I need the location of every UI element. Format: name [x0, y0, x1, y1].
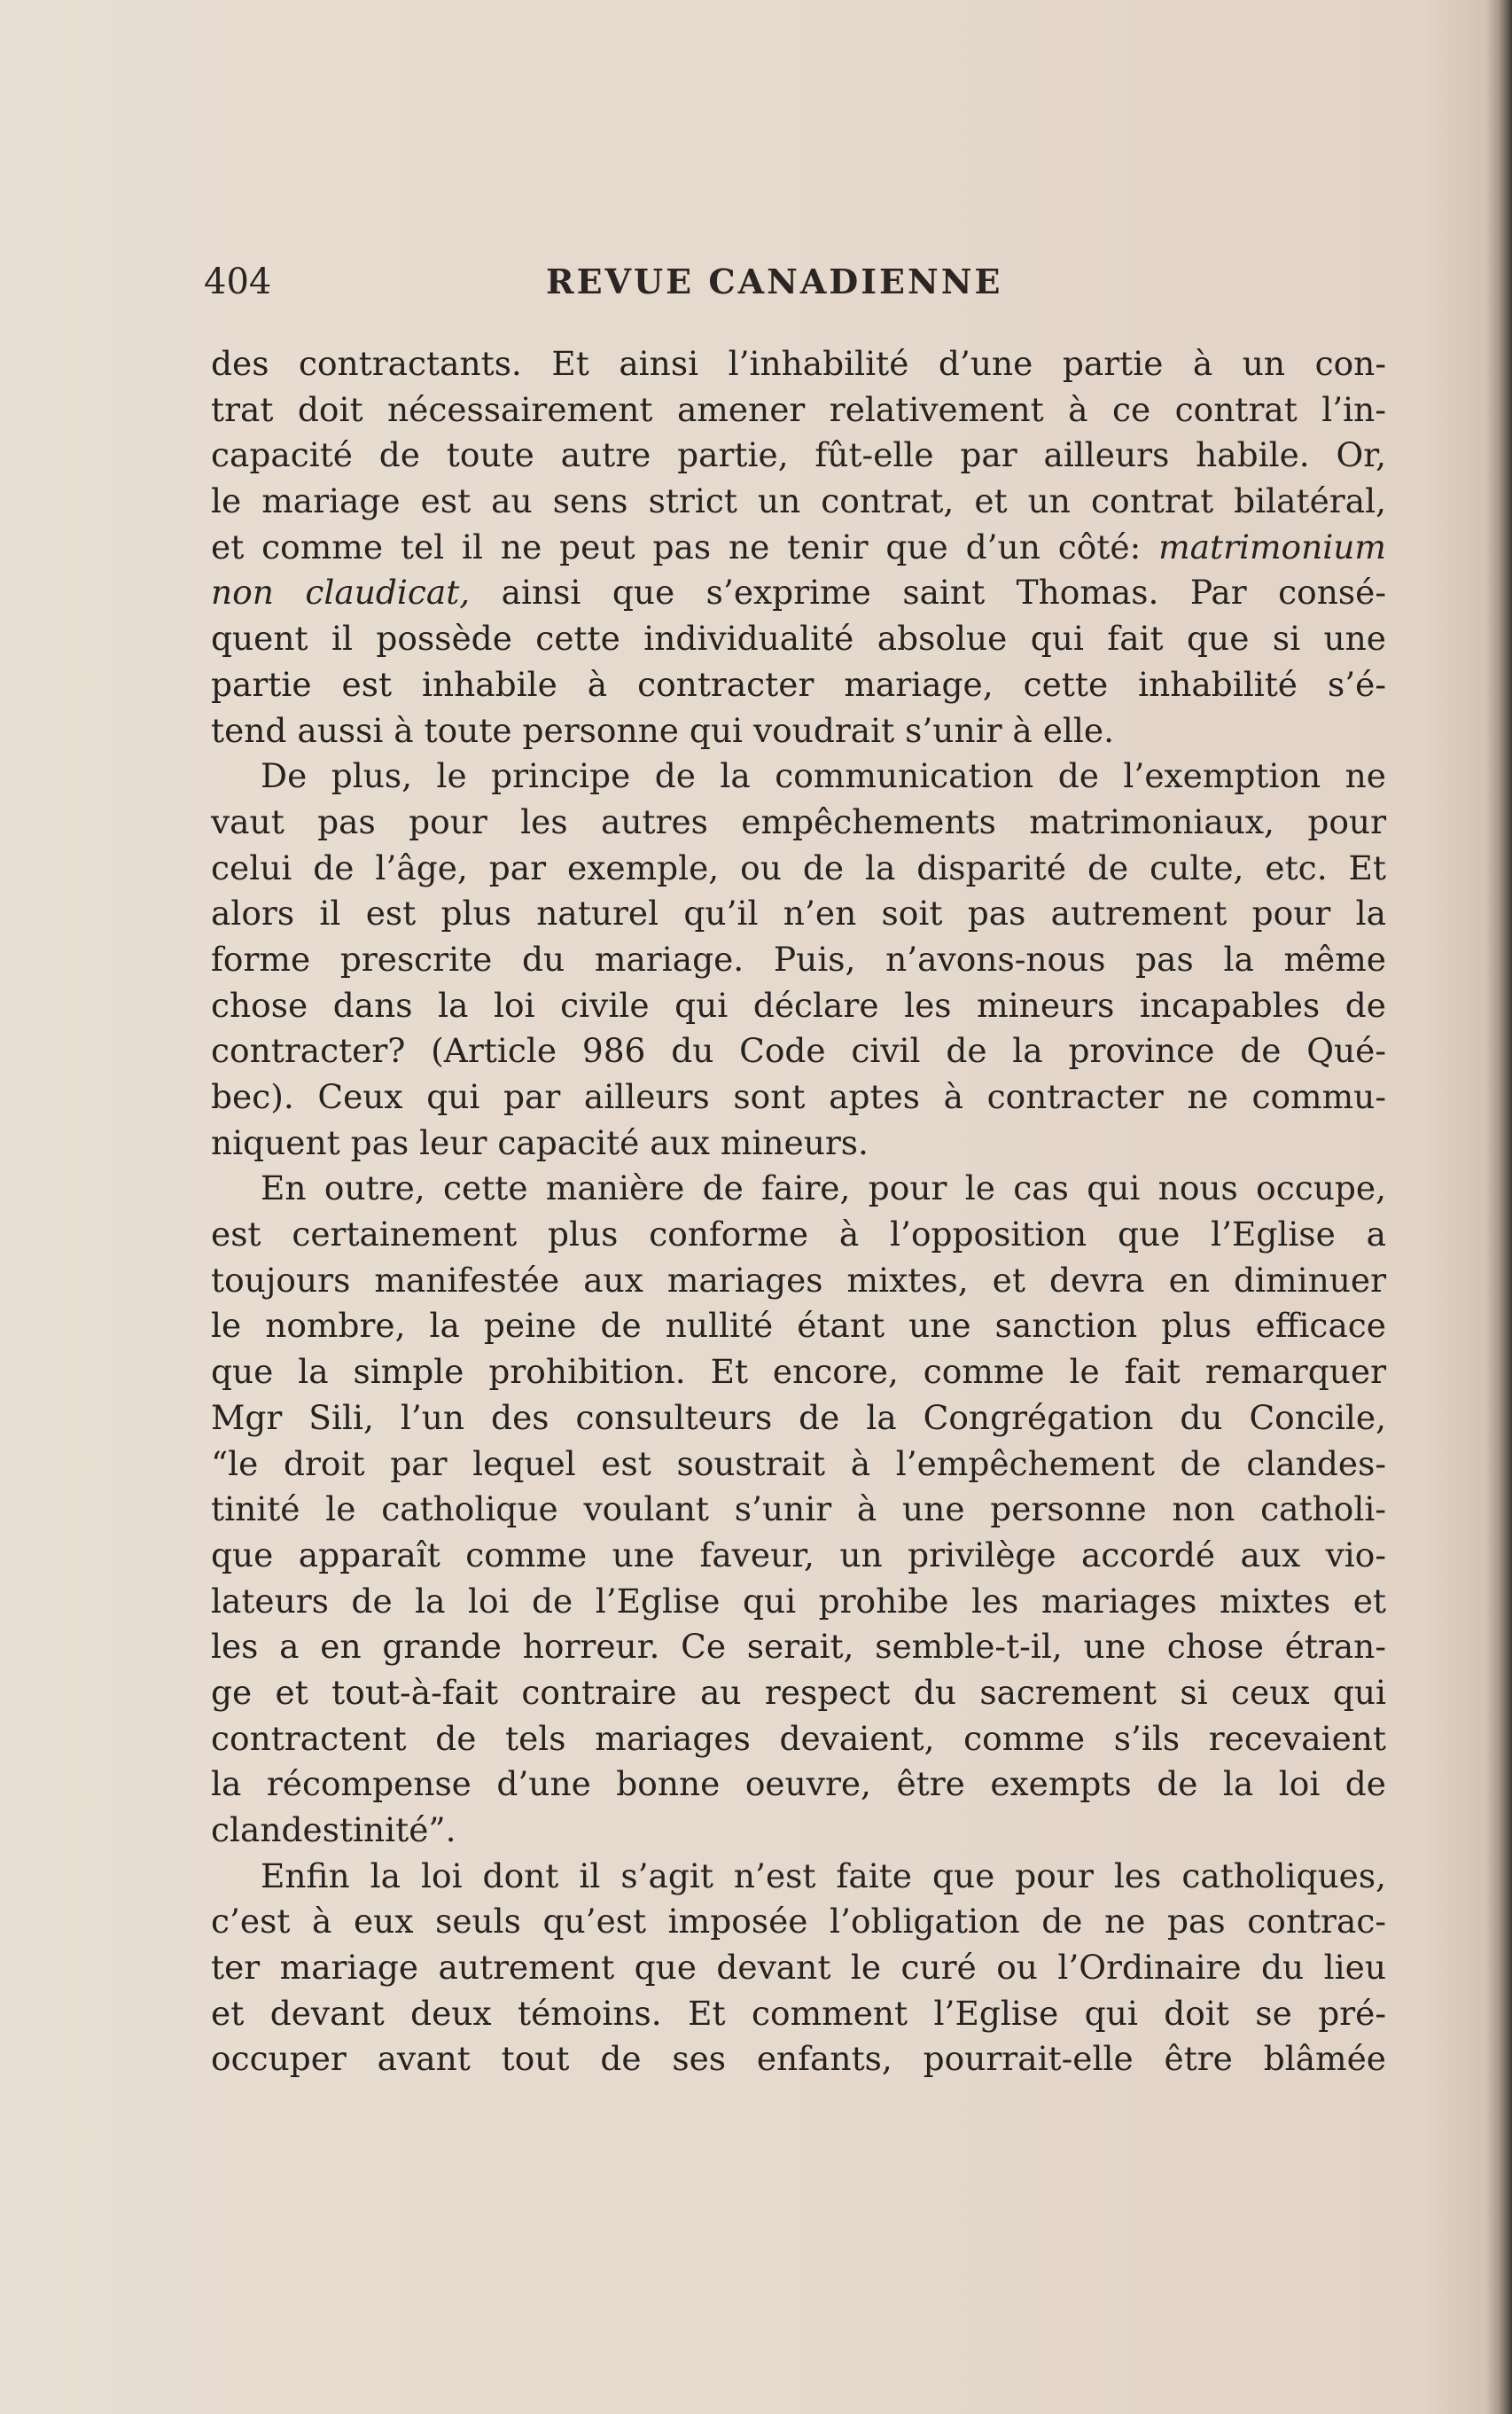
text-line: des contractants. Et ainsi l’inhabilité d’une partie à un con- [211, 344, 1386, 383]
text-line: trat doit nécessairement amener relativement à ce contrat l’in- [211, 389, 1386, 429]
text-line: celui de l’âge, par exemple, ou de la disparité de culte, etc. Et [211, 848, 1386, 887]
text-line: Enfin la loi dont il s’agit n’est faite que pour les catholiques, [261, 1855, 1386, 1895]
text-segment: et comme tel il ne peut pas ne tenir que d’un côté: [211, 527, 1142, 566]
text-line: chose dans la loi civile qui déclare les mineurs incapables de [211, 985, 1386, 1025]
text-line: ge et tout-à-fait contraire au respect du sacrement si ceux qui [211, 1672, 1386, 1712]
text-line: quent il possède cette individualité absolue qui fait que si une [211, 619, 1386, 659]
paragraph-4 [211, 1854, 1386, 2082]
paragraph-3 [211, 1166, 1386, 1853]
text-line: “le droit par lequel est soustrait à l’empêchement de clandes- [211, 1443, 1386, 1483]
text-line: le mariage est au sens strict un contrat, et un contrat bilatéral, [211, 481, 1386, 521]
text-line: De plus, le principe de la communication de l’exemption ne [261, 756, 1386, 796]
text-line: c’est à eux seuls qu’est imposée l’obligation de ne pas contrac- [211, 1902, 1386, 1941]
text-line: alors il est plus naturel qu’il n’en soit pas autrement pour la [211, 894, 1386, 934]
text-line: capacité de toute autre partie, fût-elle par ailleurs habile. Or, [211, 435, 1386, 475]
paragraph-2 [211, 754, 1386, 1166]
page-number: 404 [204, 262, 272, 302]
text-line: vaut pas pour les autres empêchements matrimoniaux, pour [211, 801, 1386, 841]
binding-edge [1487, 0, 1512, 2414]
text-line: En outre, cette manière de faire, pour le cas qui nous occupe, [261, 1168, 1386, 1208]
latin-phrase-part-1: matrimonium [1158, 527, 1386, 566]
text-line: tinité le catholique voulant s’unir à une personne non catholi- [211, 1489, 1386, 1529]
text-line: occuper avant tout de ses enfants, pourrait-elle être blâmée [211, 2039, 1386, 2079]
text-line: Mgr Sili, l’un des consulteurs de la Congrégation du Concile, [211, 1397, 1386, 1437]
text-line: la récompense d’une bonne oeuvre, être exempts de la loi de [211, 1764, 1386, 1804]
text-segment: ainsi que s’exprime saint Thomas. Par consé- [501, 573, 1387, 613]
text-line [211, 570, 1386, 616]
text-line: les a en grande horreur. Ce serait, semble-t-il, une chose étran- [211, 1627, 1386, 1667]
latin-phrase-part-2: non claudicat, [211, 573, 471, 613]
body-text [211, 341, 1386, 2082]
page-header [204, 257, 1400, 307]
text-line: contractent de tels mariages devaient, comme s’ils recevaient [211, 1718, 1386, 1758]
text-line: et devant deux témoins. Et comment l’Eglise qui doit se pré- [211, 1993, 1386, 2033]
text-line: partie est inhabile à contracter mariage, cette inhabilité s’é- [211, 664, 1386, 704]
text-line [211, 525, 1386, 571]
text-line: que la simple prohibition. Et encore, comme le fait remarquer [211, 1352, 1386, 1392]
paragraph-1 [211, 341, 1386, 754]
text-line: tend aussi à toute personne qui voudrait s’unir à elle. [211, 710, 1115, 750]
text-line: est certainement plus conforme à l’opposition que l’Eglise a [211, 1215, 1386, 1254]
text-line: niquent pas leur capacité aux mineurs. [211, 1122, 869, 1162]
running-title: REVUE CANADIENNE [546, 262, 1003, 301]
text-line: forme prescrite du mariage. Puis, n’avons-nous pas la même [211, 939, 1386, 979]
text-line: que apparaît comme une faveur, un privilège accordé aux vio- [211, 1535, 1386, 1574]
text-line: toujours manifestée aux mariages mixtes, et devra en diminuer [211, 1260, 1386, 1300]
text-line: contracter? (Article 986 du Code civil de la province de Qué- [211, 1031, 1386, 1071]
text-line: clandestinité”. [211, 1810, 456, 1849]
text-line: ter mariage autrement que devant le curé ou l’Ordinaire du lieu [211, 1948, 1386, 1988]
text-line: le nombre, la peine de nullité étant une sanction plus efficace [211, 1306, 1386, 1346]
text-line: bec). Ceux qui par ailleurs sont aptes à contracter ne commu- [211, 1077, 1386, 1116]
text-line: lateurs de la loi de l’Eglise qui prohibe les mariages mixtes et [211, 1581, 1386, 1621]
